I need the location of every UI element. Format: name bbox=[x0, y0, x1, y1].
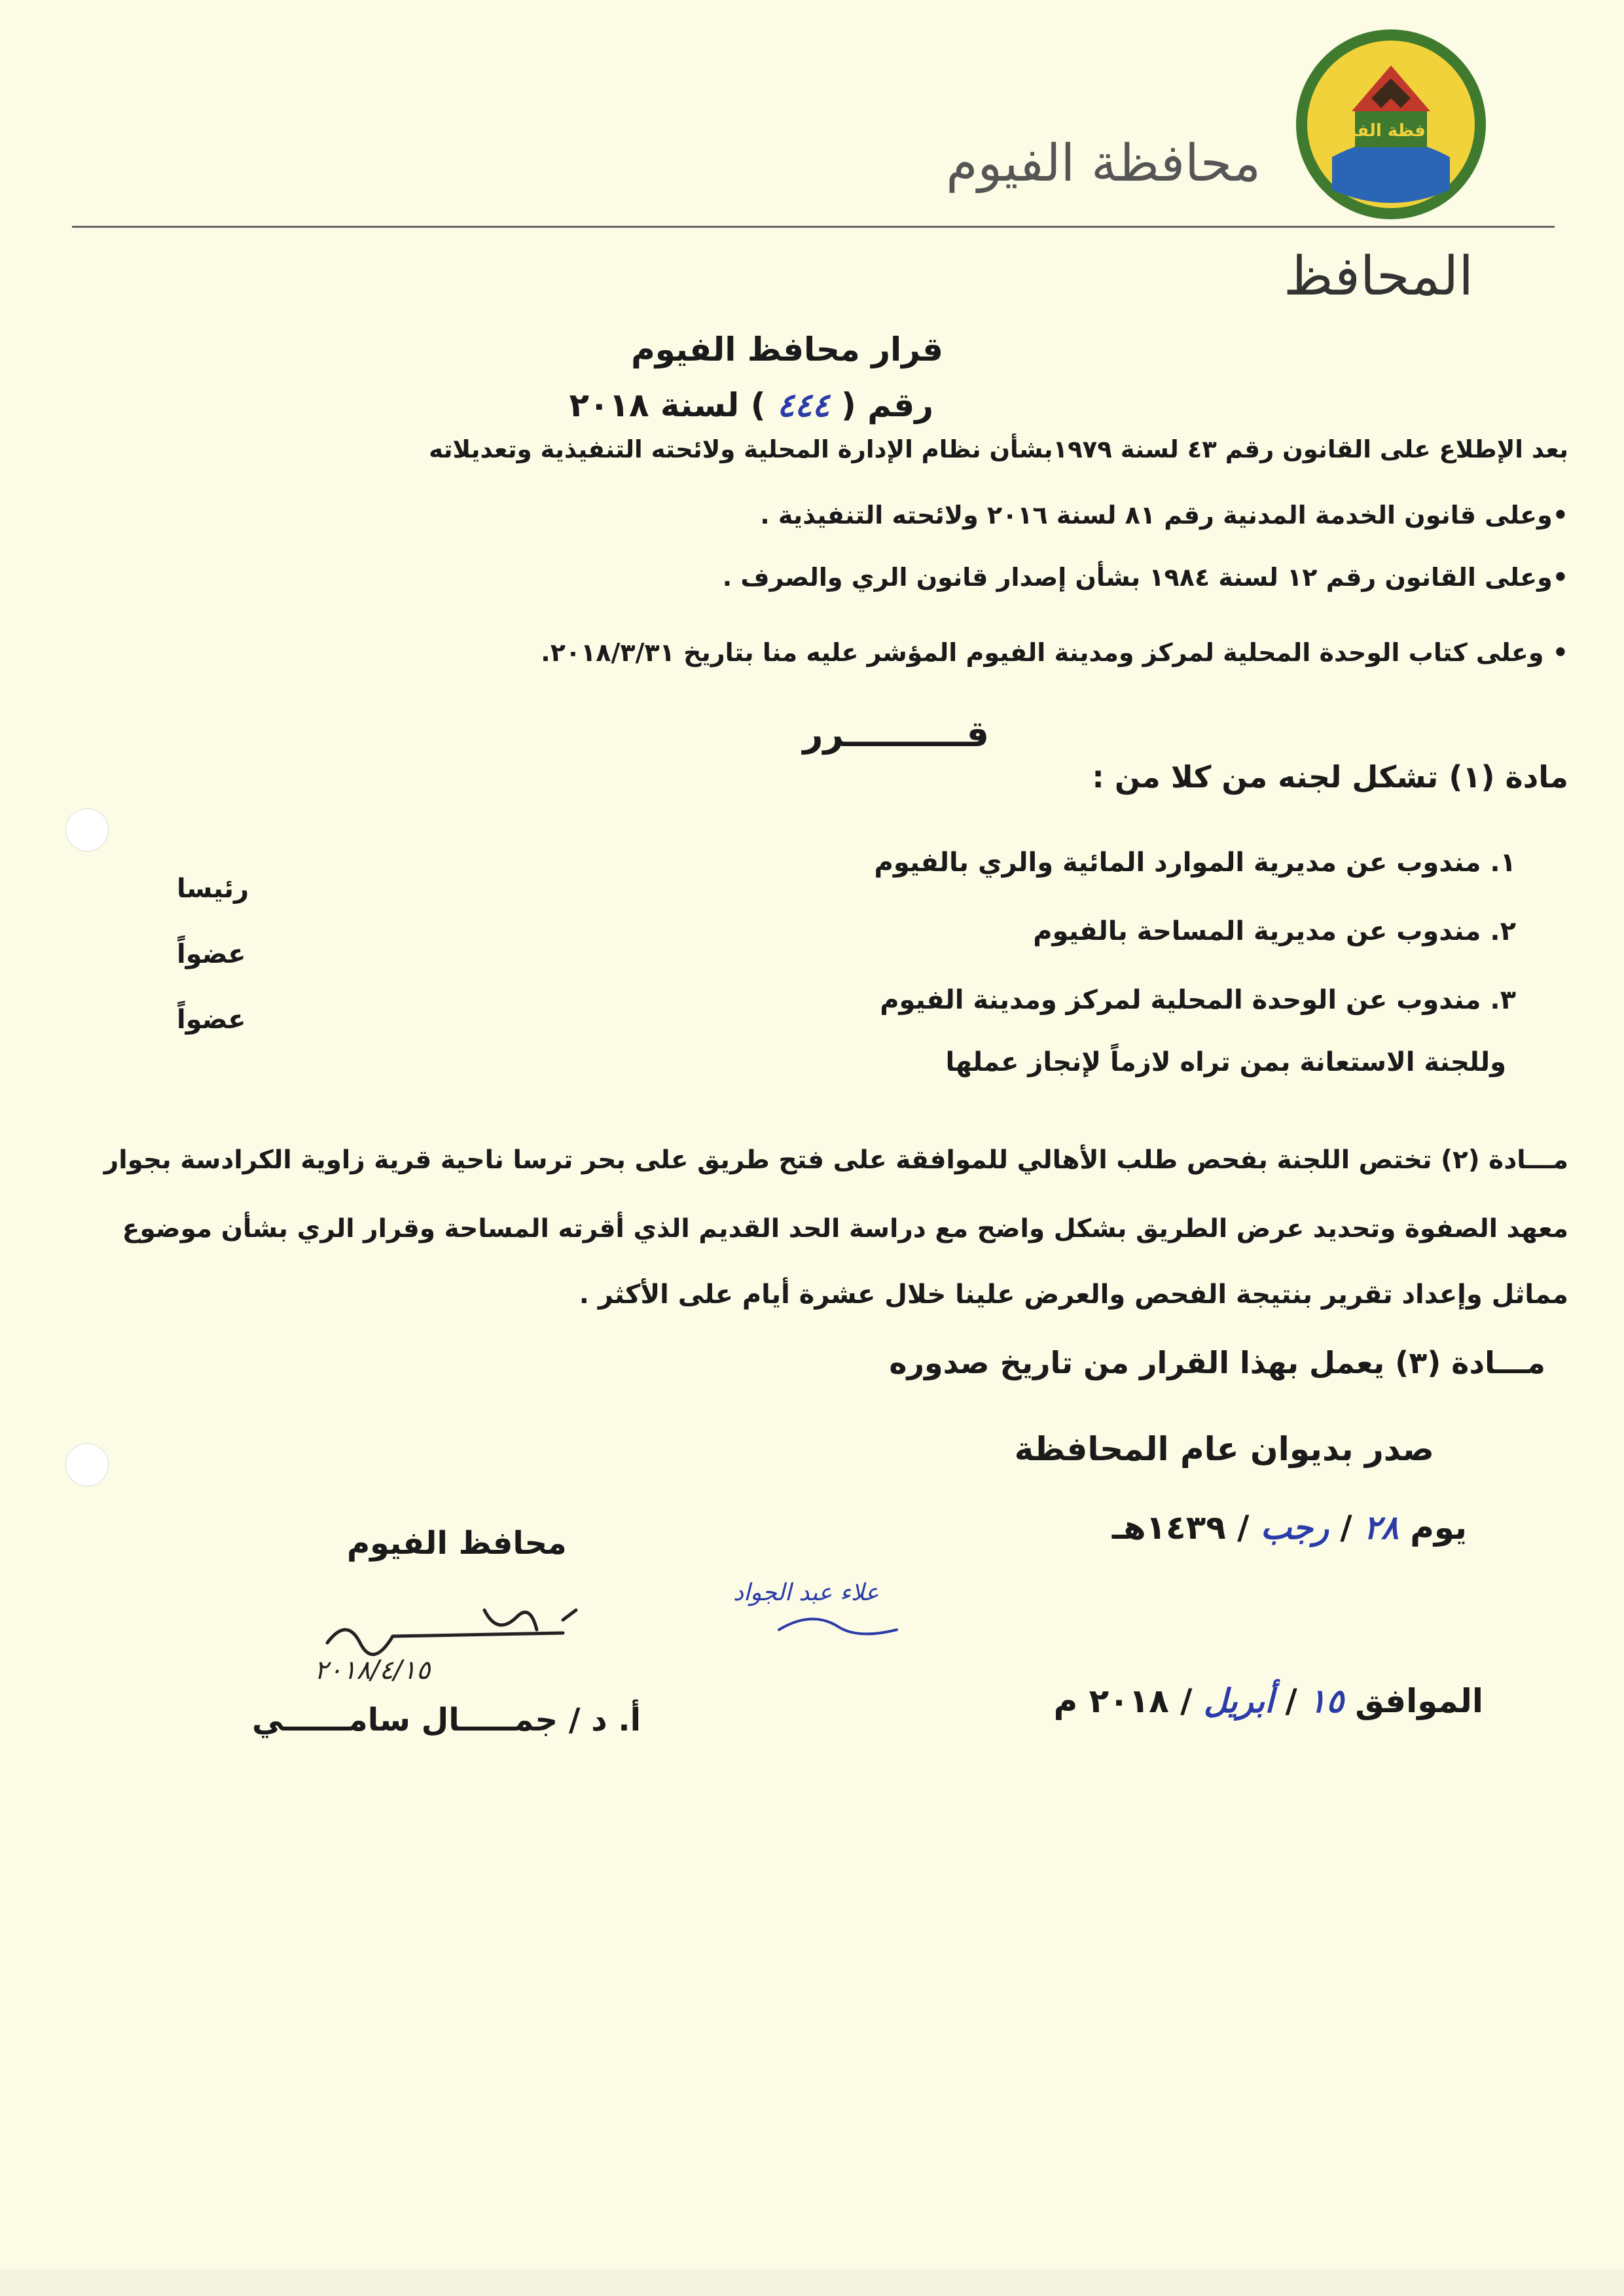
decree-title: قرار محافظ الفيوم bbox=[631, 331, 943, 368]
governor-signature-icon bbox=[288, 1597, 615, 1695]
role-title: المحافظ bbox=[1283, 245, 1473, 308]
issued-at: صدر بديوان عام المحافظة bbox=[1014, 1430, 1434, 1468]
decided-heading: قــــــــــرر bbox=[803, 713, 989, 755]
greg-prefix: الموافق bbox=[1355, 1682, 1483, 1720]
hijri-day: ٢٨ bbox=[1363, 1509, 1399, 1547]
article-2-line: مـــادة (٢) تختص اللجنة بفحص طلب الأهالي للموافقة على فتح طريق على بحر ترسا ناحية قرية زاوية الكرادسة بجوار bbox=[103, 1145, 1568, 1175]
signatory-name: أ. د / جمـــــال سامــــــي bbox=[252, 1702, 641, 1738]
preamble-line: •وعلى القانون رقم ١٢ لسنة ١٩٨٤ بشأن إصدار قانون الري والصرف . bbox=[722, 563, 1568, 592]
reviewer-initials: علاء عبد الجواد bbox=[733, 1579, 879, 1606]
gregorian-date: الموافق ١٥ / أبريل / ٢٠١٨ م bbox=[1053, 1682, 1483, 1720]
decree-number-suffix: ) لسنة ٢٠١٨ bbox=[569, 386, 766, 424]
greg-month: أبريل bbox=[1203, 1682, 1274, 1720]
article-1-closing: وللجنة الاستعانة بمن تراه لازماً لإنجاز عملها bbox=[945, 1047, 1506, 1077]
signatory-title: محافظ الفيوم bbox=[347, 1525, 567, 1562]
logo-text: محافظة الفيوم bbox=[1327, 121, 1455, 141]
preamble-line: •وعلى قانون الخدمة المدنية رقم ٨١ لسنة ٢٠١٦ ولائحته التنفيذية . bbox=[760, 501, 1568, 529]
article-2-line: معهد الصفوة وتحديد عرض الطريق بشكل واضح مع دراسة الحد القديم الذي أقرته المساحة وقرار الري بشأن موضوع bbox=[122, 1214, 1568, 1244]
decree-number-value: ٤٤٤ bbox=[777, 386, 830, 424]
article-1-heading: مادة (١) تشكل لجنه من كلا من : bbox=[1092, 759, 1568, 795]
fayoum-governorate-logo-icon bbox=[1293, 26, 1489, 223]
greg-year: / ٢٠١٨ م bbox=[1053, 1682, 1193, 1720]
preamble-line: بعد الإطلاع على القانون رقم ٤٣ لسنة ١٩٧٩بشأن نظام الإدارة المحلية ولائحته التنفيذية وتعديلاته bbox=[429, 435, 1568, 463]
article-3: مـــادة (٣) يعمل بهذا القرار من تاريخ صدوره bbox=[889, 1345, 1545, 1380]
member-role: عضواً bbox=[177, 939, 246, 969]
decree-number-prefix: رقم ( bbox=[841, 386, 933, 424]
article-2-line: مماثل وإعداد تقرير بنتيجة الفحص والعرض علينا خلال عشرة أيام على الأكثر . bbox=[579, 1280, 1568, 1310]
committee-member: ٢. مندوب عن مديرية المساحة بالفيوم bbox=[1033, 916, 1516, 946]
committee-member: ١. مندوب عن مديرية الموارد المائية والري بالفيوم bbox=[874, 848, 1516, 878]
hijri-month: رجب bbox=[1260, 1509, 1329, 1547]
member-role: رئيسا bbox=[177, 874, 249, 904]
decree-number bbox=[569, 386, 933, 424]
signature-date: ٢٠١٨/٤/١٥ bbox=[314, 1655, 431, 1685]
greg-day: ١٥ bbox=[1308, 1682, 1344, 1720]
hijri-year: / ١٤٣٩هـ bbox=[1111, 1509, 1250, 1547]
member-role: عضواً bbox=[177, 1005, 246, 1035]
committee-member: ٣. مندوب عن الوحدة المحلية لمركز ومدينة الفيوم bbox=[880, 985, 1516, 1015]
reviewer-initials-icon bbox=[720, 1564, 929, 1656]
preamble-line: • وعلى كتاب الوحدة المحلية لمركز ومدينة الفيوم المؤشر عليه منا بتاريخ ٢٠١٨/٣/٣١. bbox=[541, 638, 1568, 667]
punch-hole bbox=[65, 1443, 109, 1486]
hijri-prefix: يوم bbox=[1410, 1509, 1467, 1547]
header-divider bbox=[72, 226, 1555, 228]
punch-hole bbox=[65, 808, 109, 852]
scan-edge bbox=[0, 2270, 1624, 2296]
hijri-date: يوم ٢٨ / رجب / ١٤٣٩هـ bbox=[1111, 1509, 1467, 1547]
governorate-name: محافظة الفيوم bbox=[946, 134, 1261, 193]
